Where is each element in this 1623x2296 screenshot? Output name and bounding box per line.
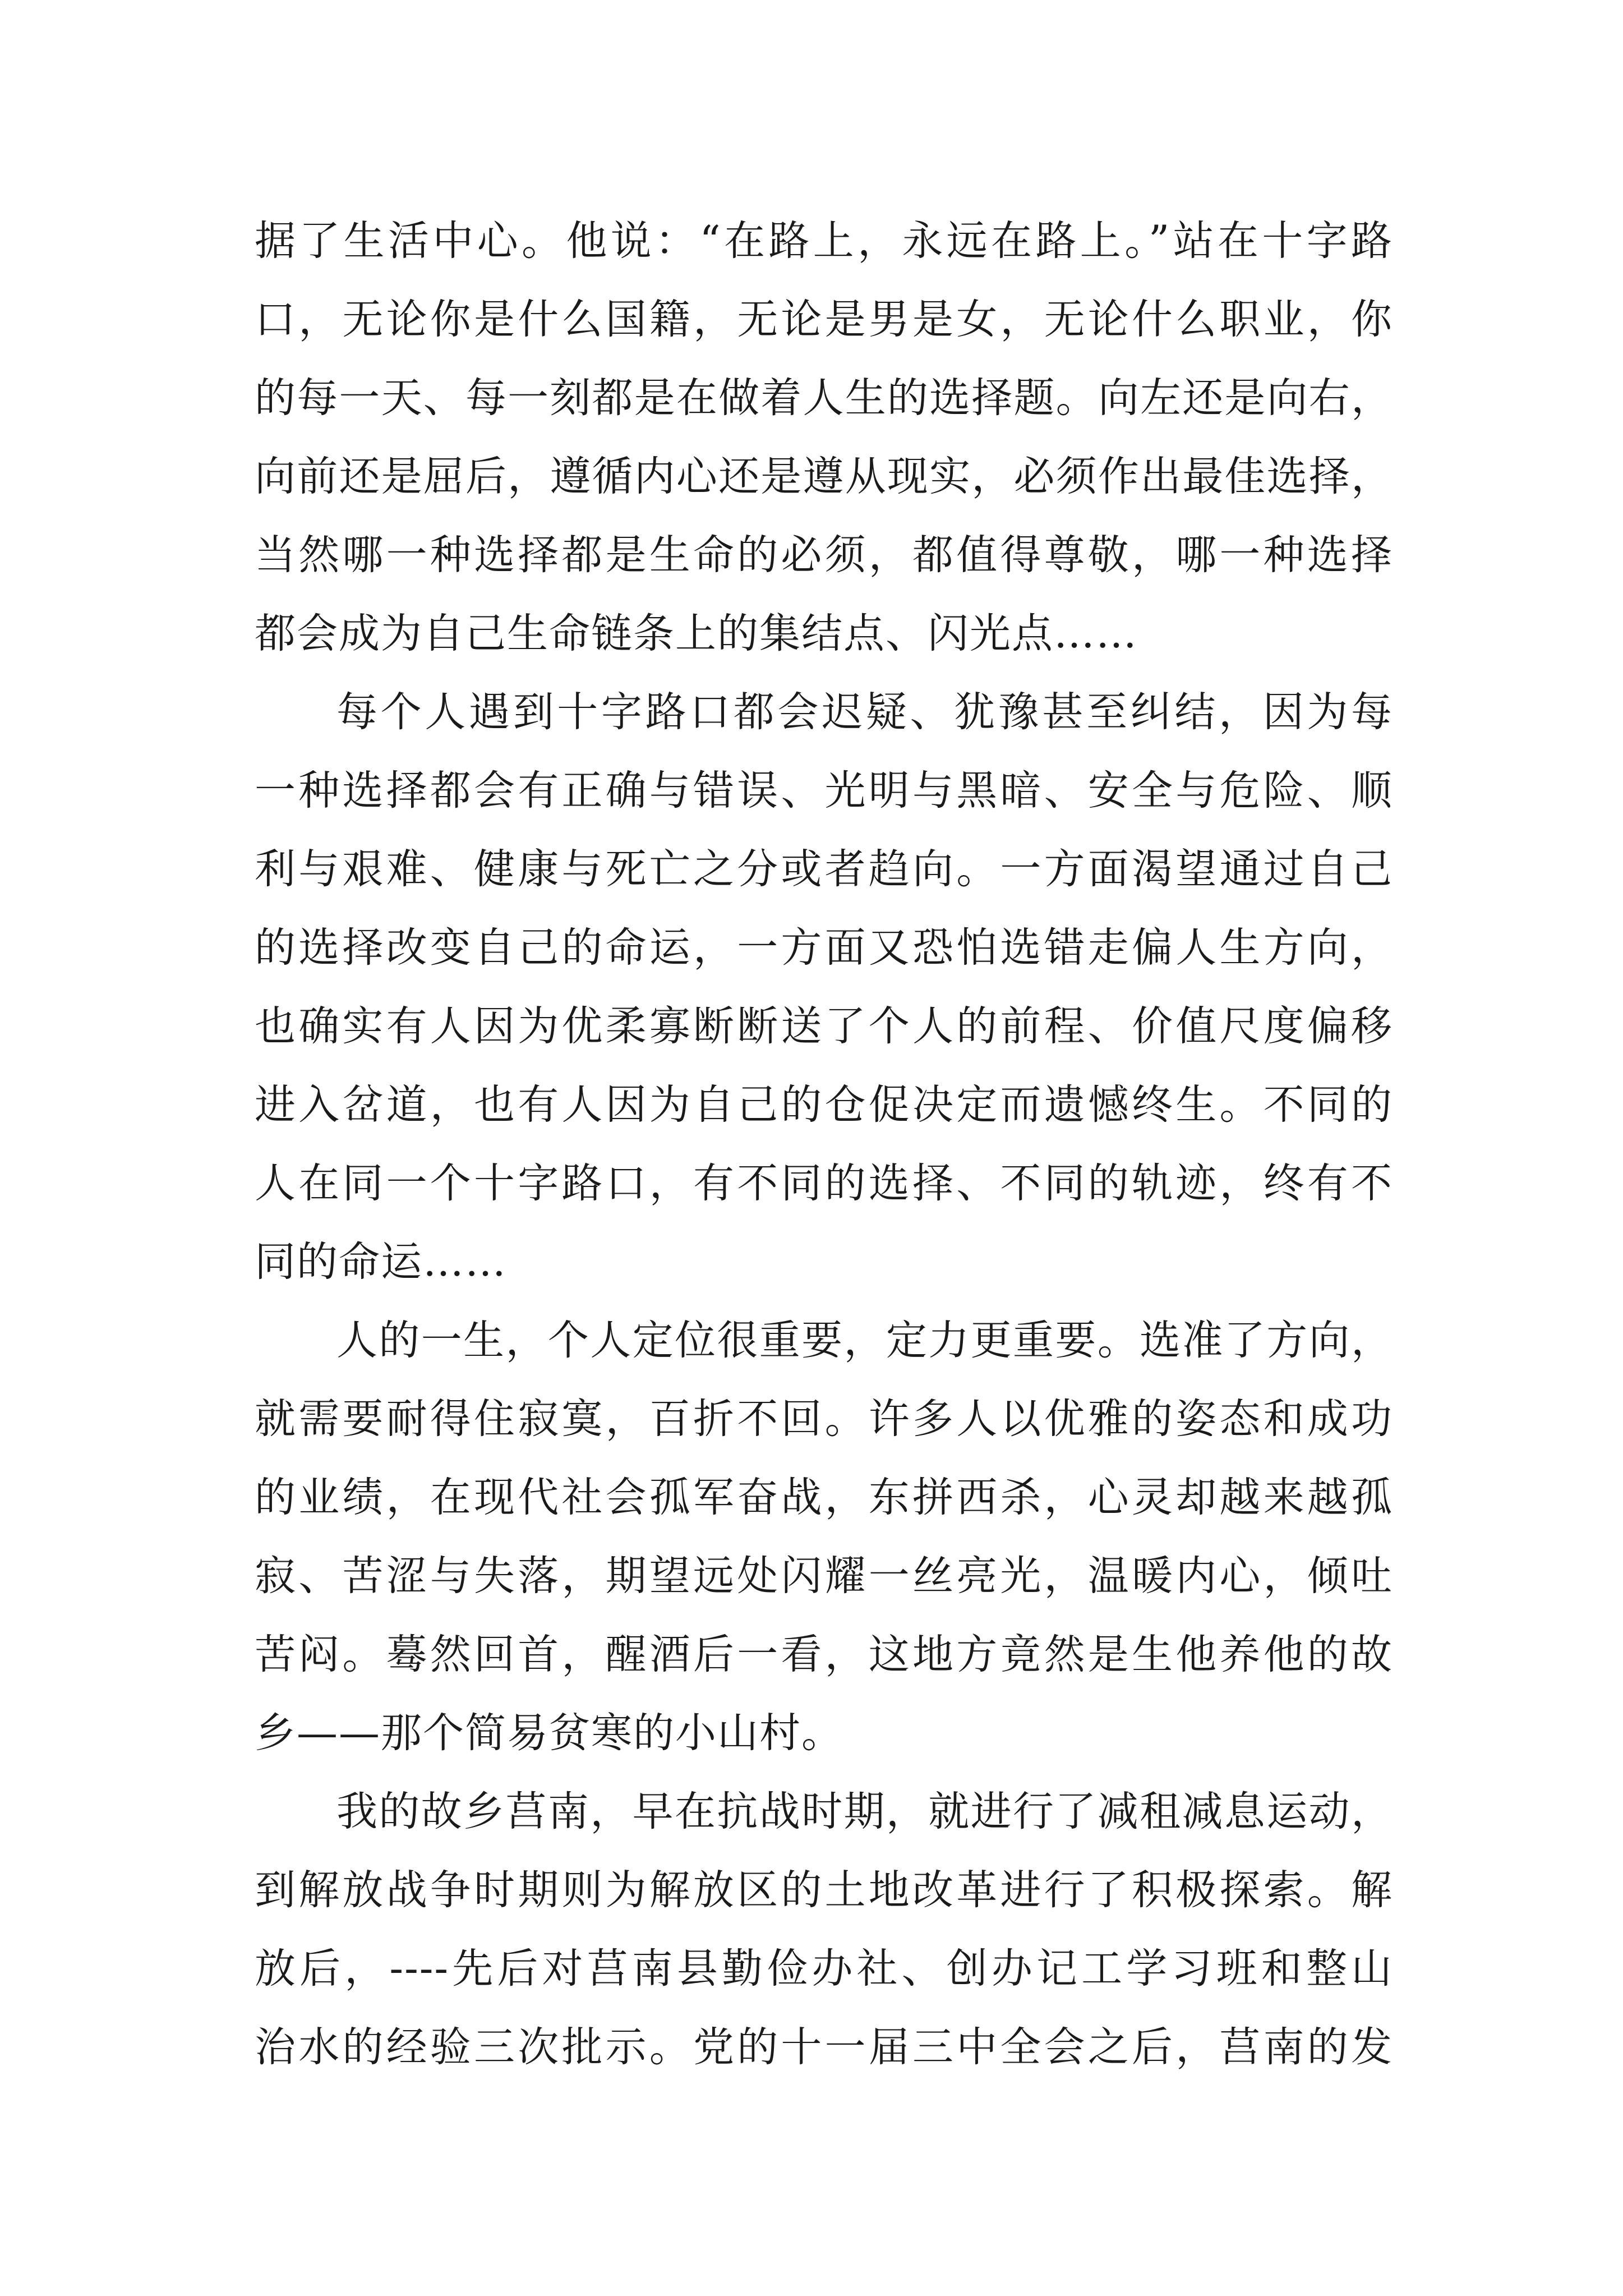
text-line: 都会成为自己生命链条上的集结点、闪光点…… (255, 610, 1138, 657)
text-line: 到解放战争时期则为解放区的土地改革进行了积极探索。解 (255, 1866, 1393, 1914)
text-line: 也确实有人因为优柔寡断断送了个人的前程、价值尺度偏移 (255, 1002, 1393, 1050)
body-text (255, 202, 1393, 2087)
text-line: 的每一天、每一刻都是在做着人生的选择题。向左还是向右， (255, 374, 1393, 422)
text-line: 苦闷。蓦然回首，醒酒后一看，这地方竟然是生他养他的故 (255, 1631, 1393, 1678)
text-line: 人在同一个十字路口，有不同的选择、不同的轨迹，终有不 (255, 1159, 1393, 1207)
text-line: 一种选择都会有正确与错误、光明与黑暗、安全与危险、顺 (255, 767, 1393, 815)
text-line: 向前还是屈后，遵循内心还是遵从现实，必须作出最佳选择， (255, 453, 1393, 500)
text-line: 当然哪一种选择都是生命的必须，都值得尊敬，哪一种选择 (255, 531, 1393, 579)
text-line: 的业绩，在现代社会孤军奋战，东拼西杀，心灵却越来越孤 (255, 1474, 1393, 1521)
text-line: 据了生活中心。他说：“在路上，永远在路上。”站在十字路 (255, 217, 1393, 265)
text-line: 就需要耐得住寂寞，百折不回。许多人以优雅的姿态和成功 (255, 1395, 1393, 1443)
text-line: 乡——那个简易贫寒的小山村。 (255, 1709, 843, 1757)
text-line: 治水的经验三次批示。党的十一届三中全会之后，莒南的发 (255, 2023, 1393, 2071)
text-line: 利与艰难、健康与死亡之分或者趋向。一方面渴望通过自己 (255, 845, 1393, 893)
text-line: 的选择改变自己的命运，一方面又恐怕选错走偏人生方向， (255, 924, 1393, 972)
text-line: 进入岔道，也有人因为自己的仓促决定而遗憾终生。不同的 (255, 1081, 1393, 1129)
paragraph-start-line: 我的故乡莒南，早在抗战时期，就进行了减租减息运动， (336, 1788, 1393, 1835)
paragraph-start-line: 人的一生，个人定位很重要，定力更重要。选准了方向， (336, 1317, 1393, 1364)
paragraph-start-line: 每个人遇到十字路口都会迟疑、犹豫甚至纠结，因为每 (336, 688, 1393, 736)
text-line: 口，无论你是什么国籍，无论是男是女，无论什么职业，你 (255, 296, 1393, 343)
text-line: 放后，----先后对莒南县勤俭办社、创办记工学习班和整山 (255, 1945, 1393, 1993)
text-line: 同的命运…… (255, 1238, 507, 1286)
text-line: 寂、苦涩与失落，期望远处闪耀一丝亮光，温暖内心，倾吐 (255, 1552, 1393, 1600)
